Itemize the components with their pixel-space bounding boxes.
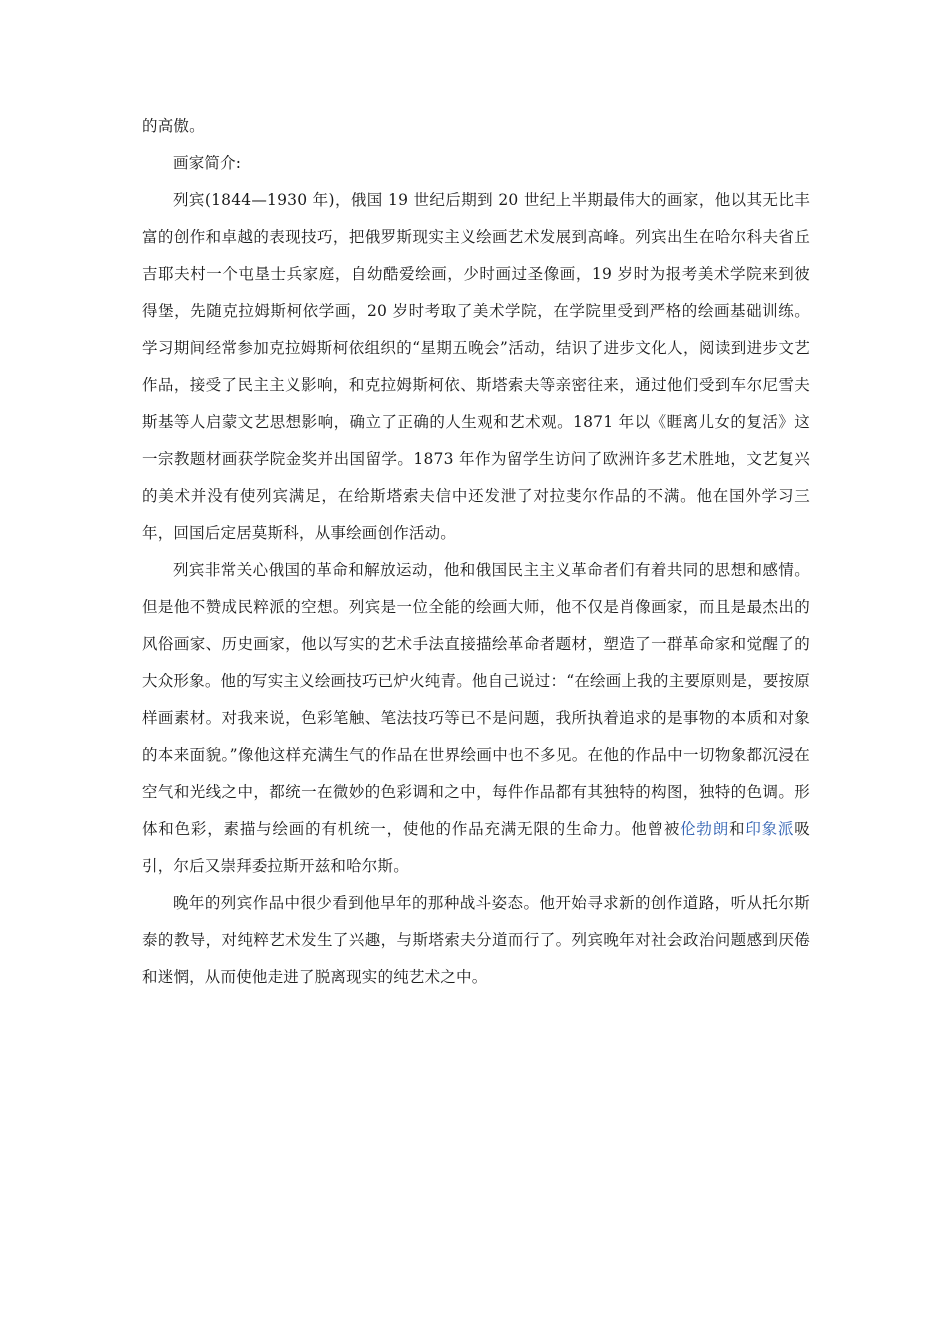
- link-impressionism[interactable]: 印象派: [745, 820, 795, 838]
- paragraph-late-years: 晚年的列宾作品中很少看到他早年的那种战斗姿态。他开始寻求新的创作道路，听从托尔斯泰的教导，对纯粹艺术发生了兴趣，与斯塔索夫分道而行了。列宾晚年对社会政治问题感到厌倦和迷惘，从而使他走进了脱离现实的纯艺术之中。: [142, 894, 810, 986]
- paragraph-revolution: [142, 552, 810, 885]
- document-body: [142, 108, 810, 996]
- paragraph-text: 吸引，尔后又崇拜委拉斯开兹和哈尔斯。: [142, 820, 810, 875]
- paragraph-biography: 列宾(1844—1930 年)，俄国 19 世纪后期到 20 世纪上半期最伟大的画家，他以其无比丰富的创作和卓越的表现技巧，把俄罗斯现实主义绘画艺术发展到高峰。列宾出生在哈尔科夫省丘吉耶夫村一个屯垦士兵家庭，自幼酷爱绘画，少时画过圣像画，19 岁时为报考美术学院来到彼得堡，先随克拉姆斯柯依学画，20 岁时考取了美术学院，在学院里受到严格的绘画基础训练。学习期间经常参加克拉姆斯柯依组织的“星期五晚会”活动，结识了进步文化人，阅读到进步文艺作品，接受了民主主义影响，和克拉姆斯柯依、斯塔索夫等亲密往来，通过他们受到车尔尼雪夫斯基等人启蒙文艺思想影响，确立了正确的人生观和艺术观。1871 年以《睚离儿女的复活》这一宗教题材画获学院金奖并出国留学。1873 年作为留学生访问了欧洲许多艺术胜地，文艺复兴的美术并没有使列宾满足，在给斯塔索夫信中还发泄了对拉斐尔作品的不满。他在国外学习三年，回国后定居莫斯科，从事绘画创作活动。: [142, 191, 810, 542]
- paragraph-text: 和: [729, 820, 746, 838]
- paragraph-text: 列宾非常关心俄国的革命和解放运动，他和俄国民主主义革命者们有着共同的思想和感情。但是他不赞成民粹派的空想。列宾是一位全能的绘画大师，他不仅是肖像画家，而且是最杰出的风俗画家、历史画家，他以写实的艺术手法直接描绘革命者题材，塑造了一群革命家和觉醒了的大众形象。他的写实主义绘画技巧已炉火纯青。他自己说过：“在绘画上我的主要原则是，要按原样画素材。对我来说，色彩笔触、笔法技巧等已不是问题，我所执着追求的是事物的本质和对象的本来面貌。”像他这样充满生气的作品在世界绘画中也不多见。在他的作品中一切物象都沉浸在空气和光线之中，都统一在微妙的色彩调和之中，每件作品都有其独特的构图，独特的色调。形体和色彩，素描与绘画的有机统一，使他的作品充满无限的生命力。他曾被: [142, 561, 810, 838]
- section-heading: 画家简介:: [173, 154, 242, 172]
- link-rembrandt[interactable]: 伦勃朗: [680, 820, 730, 838]
- carryover-text: 的高傲。: [142, 117, 205, 135]
